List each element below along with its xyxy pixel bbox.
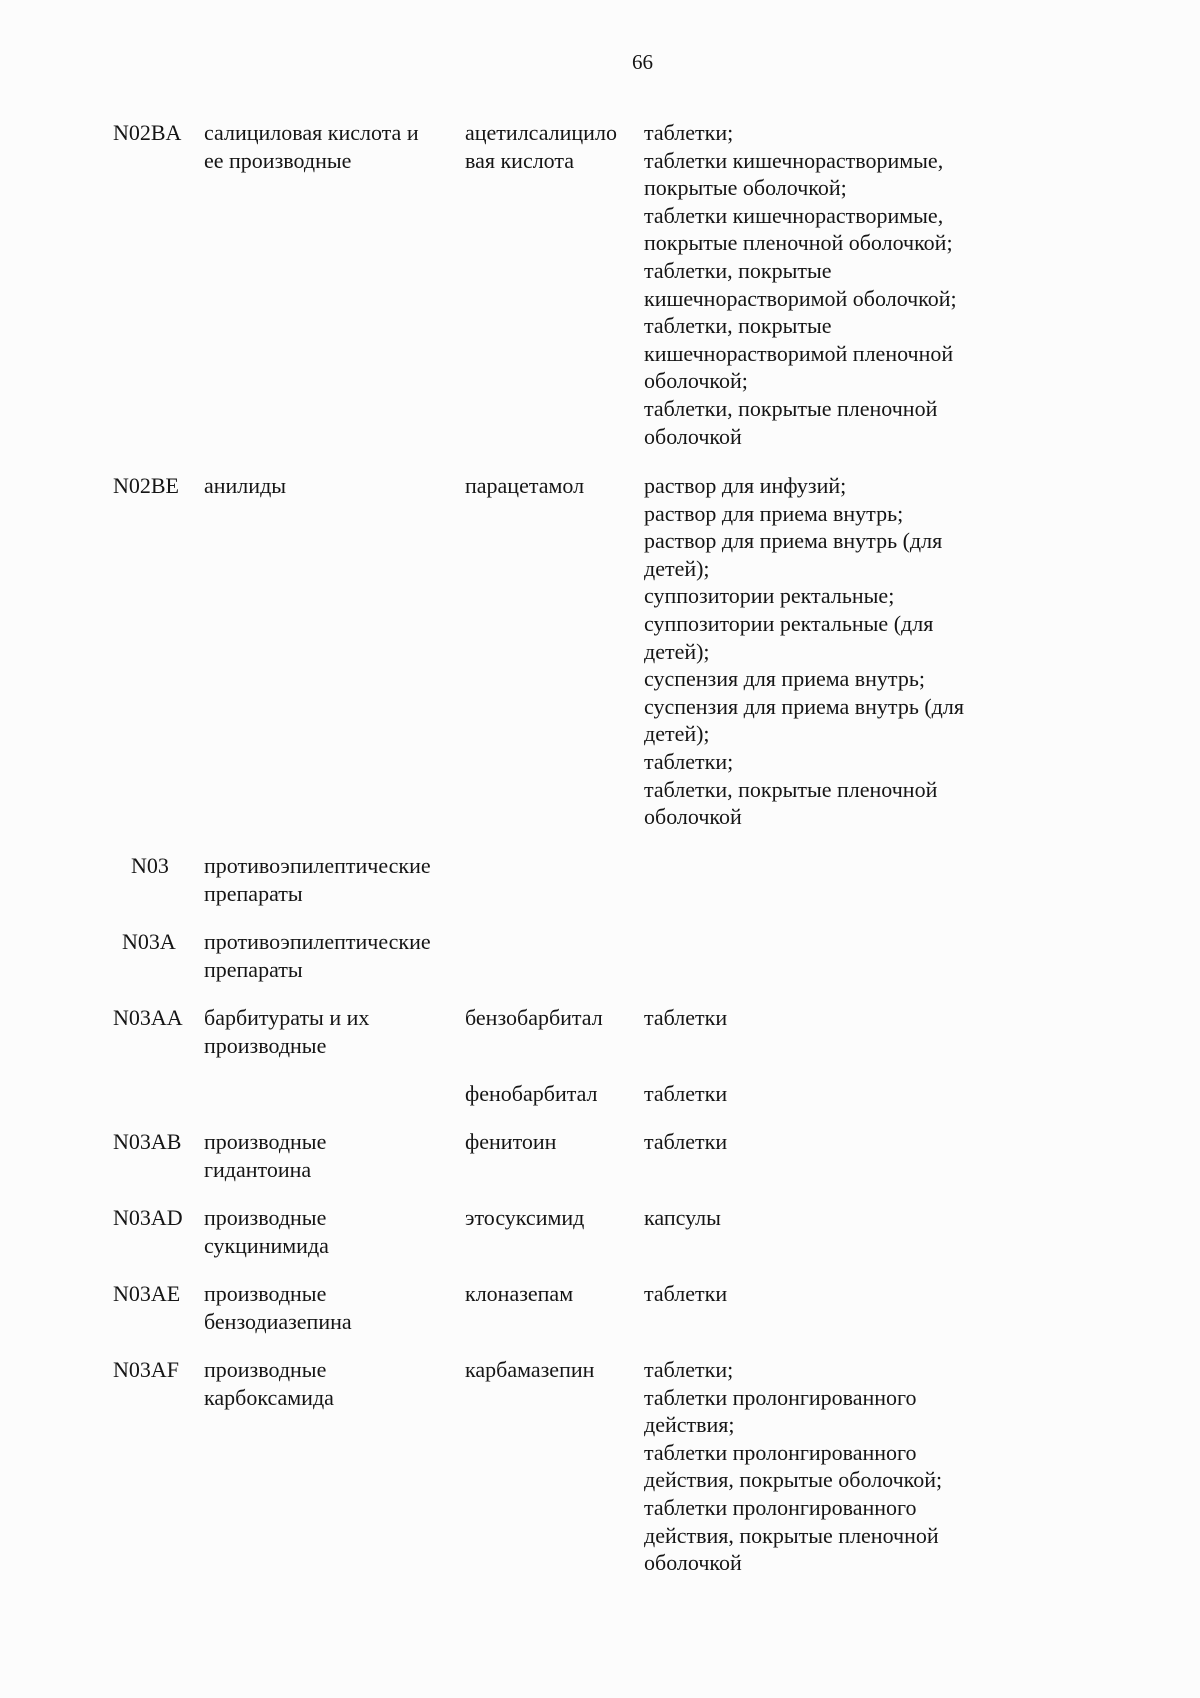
drug-name-cell bbox=[465, 119, 617, 174]
drug-name-cell bbox=[465, 1128, 556, 1156]
dosage-form-line: детей); bbox=[644, 638, 710, 664]
group-name-cell bbox=[204, 1280, 352, 1335]
dosage-form-line: раствор для инфузий; bbox=[644, 473, 847, 498]
atc-code-line: N02BE bbox=[113, 473, 179, 498]
drug-name-line: вая кислота bbox=[465, 147, 575, 173]
group-name-line: анилиды bbox=[204, 473, 287, 498]
group-name-cell bbox=[204, 1204, 329, 1259]
group-name-cell bbox=[204, 1004, 369, 1059]
dosage-form-cell bbox=[644, 1128, 727, 1156]
drug-name-cell bbox=[465, 472, 584, 500]
group-name-line: противоэпилептические bbox=[204, 929, 431, 954]
atc-code-cell bbox=[113, 472, 179, 500]
dosage-form-line: таблетки bbox=[644, 1281, 728, 1306]
group-name-line: бензодиазепина bbox=[204, 1308, 352, 1334]
group-name-line: салициловая кислота и bbox=[204, 120, 419, 145]
dosage-form-line: таблетки, покрытые пленочной bbox=[644, 395, 938, 421]
drug-name-line: парацетамол bbox=[465, 473, 585, 498]
group-name-line: ее производные bbox=[204, 147, 352, 173]
dosage-form-line: суспензия для приема внутрь (для bbox=[644, 693, 964, 719]
dosage-form-line: таблетки, покрытые bbox=[644, 257, 832, 283]
group-name-line: производные bbox=[204, 1032, 327, 1058]
dosage-form-cell bbox=[644, 1204, 721, 1232]
dosage-form-cell bbox=[644, 1004, 727, 1032]
drug-name-line: карбамазепин bbox=[465, 1357, 595, 1382]
group-name-cell bbox=[204, 928, 431, 983]
group-name-line: производные bbox=[204, 1357, 327, 1382]
group-name-cell bbox=[204, 1356, 334, 1411]
group-name-cell bbox=[204, 472, 286, 500]
group-name-line: препараты bbox=[204, 880, 303, 906]
dosage-form-line: таблетки; bbox=[644, 1357, 734, 1382]
drug-name-line: фенобарбитал bbox=[465, 1081, 598, 1106]
atc-code-line: N03 bbox=[131, 853, 169, 878]
atc-code-cell bbox=[113, 1204, 183, 1232]
dosage-form-line: оболочкой bbox=[644, 423, 742, 449]
dosage-form-line: раствор для приема внутрь (для bbox=[644, 528, 943, 554]
atc-code-line: N03AF bbox=[113, 1357, 180, 1382]
dosage-form-line: таблетки; bbox=[644, 748, 734, 774]
dosage-form-line: таблетки пролонгированного bbox=[644, 1494, 917, 1520]
drug-name-line: клоназепам bbox=[465, 1281, 574, 1306]
drug-name-line: бензобарбитал bbox=[465, 1005, 603, 1030]
group-name-line: препараты bbox=[204, 956, 303, 982]
atc-code-cell bbox=[113, 1356, 179, 1384]
dosage-form-line: действия; bbox=[644, 1412, 735, 1438]
dosage-form-line: детей); bbox=[644, 721, 710, 747]
atc-code-line: N03AB bbox=[113, 1129, 182, 1154]
dosage-form-cell bbox=[644, 119, 957, 450]
atc-code-cell bbox=[131, 852, 169, 880]
drug-name-cell bbox=[465, 1204, 584, 1232]
page-number: 66 bbox=[632, 50, 653, 74]
dosage-form-line: действия, покрытые оболочкой; bbox=[644, 1467, 943, 1493]
drug-name-cell bbox=[465, 1356, 594, 1384]
atc-code-line: N03AE bbox=[113, 1281, 181, 1306]
dosage-form-line: таблетки, покрытые пленочной bbox=[644, 776, 938, 802]
dosage-form-line: оболочкой; bbox=[644, 368, 748, 394]
dosage-form-line: оболочкой bbox=[644, 804, 742, 830]
atc-code-cell bbox=[113, 1128, 181, 1156]
atc-code-line: N03A bbox=[122, 929, 176, 954]
group-name-line: карбоксамида bbox=[204, 1384, 334, 1410]
atc-code-line: N02BA bbox=[113, 120, 182, 145]
drug-name-cell bbox=[465, 1004, 603, 1032]
dosage-form-cell bbox=[644, 472, 964, 831]
dosage-form-line: таблетки; bbox=[644, 120, 734, 145]
dosage-form-cell bbox=[644, 1080, 727, 1108]
dosage-form-line: покрытые пленочной оболочкой; bbox=[644, 230, 953, 256]
drug-name-line: ацетилсалицило bbox=[465, 120, 617, 145]
group-name-line: производные bbox=[204, 1129, 327, 1154]
drug-name-line: этосуксимид bbox=[465, 1205, 585, 1230]
group-name-line: производные bbox=[204, 1205, 327, 1230]
group-name-cell bbox=[204, 852, 431, 907]
dosage-form-line: капсулы bbox=[644, 1205, 721, 1230]
dosage-form-line: раствор для приема внутрь; bbox=[644, 500, 904, 526]
group-name-line: барбитураты и их bbox=[204, 1005, 370, 1030]
drug-name-line: фенитоин bbox=[465, 1129, 557, 1154]
dosage-form-line: таблетки кишечнорастворимые, bbox=[644, 202, 944, 228]
dosage-form-line: оболочкой bbox=[644, 1550, 742, 1576]
dosage-form-line: покрытые оболочкой; bbox=[644, 175, 847, 201]
atc-code-line: N03AA bbox=[113, 1005, 183, 1030]
dosage-form-line: действия, покрытые пленочной bbox=[644, 1522, 939, 1548]
dosage-form-cell bbox=[644, 1356, 942, 1577]
atc-code-cell bbox=[113, 1280, 180, 1308]
dosage-form-line: таблетки пролонгированного bbox=[644, 1439, 917, 1465]
group-name-cell bbox=[204, 119, 419, 174]
dosage-form-line: кишечнорастворимой оболочкой; bbox=[644, 285, 957, 311]
dosage-form-line: суппозитории ректальные; bbox=[644, 583, 895, 609]
dosage-form-cell bbox=[644, 1280, 727, 1308]
atc-code-line: N03AD bbox=[113, 1205, 183, 1230]
drug-name-cell bbox=[465, 1280, 573, 1308]
dosage-form-line: детей); bbox=[644, 555, 710, 581]
dosage-form-line: суппозитории ректальные (для bbox=[644, 610, 934, 636]
group-name-line: гидантоина bbox=[204, 1156, 312, 1182]
dosage-form-line: таблетки bbox=[644, 1129, 728, 1154]
group-name-line: противоэпилептические bbox=[204, 853, 431, 878]
group-name-line: производные bbox=[204, 1281, 327, 1306]
drug-name-cell bbox=[465, 1080, 598, 1108]
atc-code-cell bbox=[122, 928, 176, 956]
group-name-cell bbox=[204, 1128, 326, 1183]
dosage-form-line: таблетки кишечнорастворимые, bbox=[644, 147, 944, 173]
dosage-form-line: таблетки bbox=[644, 1005, 728, 1030]
atc-code-cell bbox=[113, 1004, 183, 1032]
group-name-line: сукцинимида bbox=[204, 1232, 329, 1258]
dosage-form-line: суспензия для приема внутрь; bbox=[644, 666, 925, 692]
dosage-form-line: кишечнорастворимой пленочной bbox=[644, 340, 954, 366]
dosage-form-line: таблетки, покрытые bbox=[644, 313, 832, 339]
dosage-form-line: таблетки bbox=[644, 1081, 728, 1106]
dosage-form-line: таблетки пролонгированного bbox=[644, 1384, 917, 1410]
atc-code-cell bbox=[113, 119, 181, 147]
